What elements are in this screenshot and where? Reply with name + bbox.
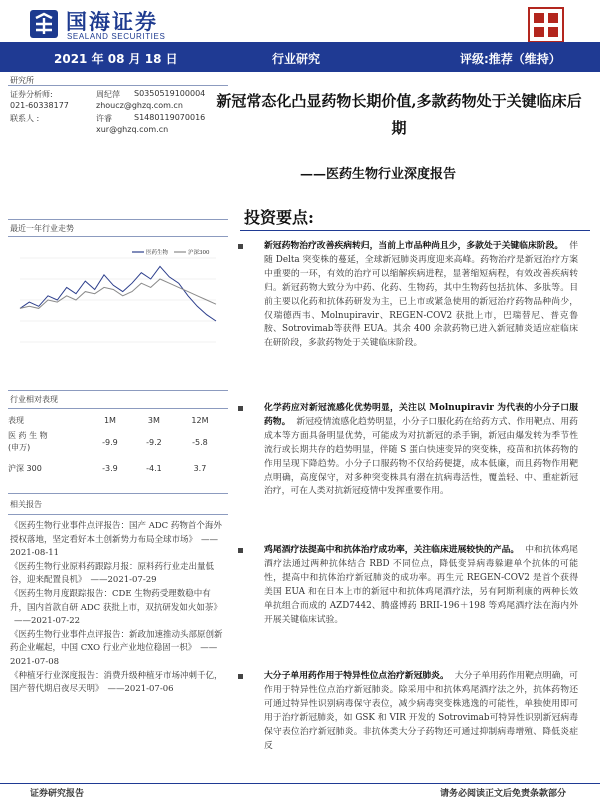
institute-label: 研究所 [10, 76, 34, 85]
seal-stamp-icon [527, 6, 565, 44]
divider [0, 783, 600, 784]
analyst-name: 周纪萍 [96, 90, 120, 99]
key-point-body: 中和抗体鸡尾酒疗法通过两种抗体结合 RBD 不同位点，降低变异病毒躲避单个抗体的可能性，提高中和抗体治疗新冠肺炎的成功率。再生元 REGEN-COV2 是首个获得美国 EUA 和在日本上市的新冠中和抗体鸡尾酒疗法，另有阿斯利康的两种长效单抗组合而成的 AZD7442、腾盛博药 BRII-196＋198 等鸡尾酒疗法在海内外开展关键临床试验。 [264, 545, 578, 625]
report-type: 行业研究 [272, 52, 321, 66]
table-header: 3M [147, 415, 160, 425]
report-subtitle: ——医药生物行业深度报告 [300, 167, 457, 182]
series-line-1 [20, 266, 216, 321]
bullet-icon [238, 674, 243, 679]
table-cell: -3.9 [102, 463, 118, 473]
divider [8, 514, 228, 515]
divider [8, 408, 228, 409]
legend-series1: 医药生物 [146, 250, 169, 256]
table-cell: 沪深 300 [8, 463, 42, 473]
logo-english: SEALAND SECURITIES [67, 32, 166, 41]
analyst-phone: 021-60338177 [10, 101, 69, 110]
table-header: 表现 [8, 415, 24, 425]
chart-legend [132, 248, 210, 256]
key-point-lead: 化学药应对新冠流感化优势明显，关注以 Molnupiravir 为代表的小分子口服药物。 [264, 403, 578, 427]
divider [8, 219, 228, 220]
key-point [238, 544, 578, 627]
analyst-email[interactable]: zhoucz@ghzq.com.cn [96, 101, 183, 110]
key-point [238, 240, 578, 351]
trend-chart [14, 244, 222, 350]
table-cell: 3.7 [193, 463, 207, 473]
table-header: 1M [103, 415, 116, 425]
report-item[interactable]: 《医药生物行业事件点评报告：国产 ADC 药物首个海外授权落地，坚定看好本土创新势力布局全球市场》 ——2021-08-11 [10, 521, 222, 559]
related-label: 相关报告 [10, 500, 42, 509]
key-point-body: 新冠疫情流感化趋势明显，小分子口服化药在给药方式、作用靶点、用药成本等方面具备明显优势，可能成为对抗新冠的杀手锏，新冠由爆发转为季节性流行或长期共存的趋势明显，伴随 S 蛋白快速变异的突变株，疫苗和抗体药物的作用呈现下降趋势。小分子口服药物不仅给药便捷，成本低廉，而且药物作用靶点明确，高度保守，对多种突变株具有潜在抗病毒活性，覆盖轻、中、重症新冠治疗，可在人类对抗新冠疫情中发挥重要作用。 [264, 416, 578, 497]
bullet-icon [238, 548, 243, 553]
perf-label: 行业相对表现 [10, 395, 58, 404]
divider [8, 390, 228, 391]
table-row [8, 429, 224, 455]
report-item[interactable]: 《医药生物行业原料药跟踪月报：原料药行业走出量低谷，迎来配置良机》 ——2021-07-29 [10, 561, 215, 586]
analyst-role: 证券分析师: [10, 90, 53, 99]
divider [8, 236, 228, 237]
performance-table [8, 411, 224, 481]
header-bar [0, 42, 600, 72]
table-cell: -4.1 [146, 463, 162, 473]
key-point [238, 402, 578, 499]
trend-label: 最近一年行业走势 [10, 224, 74, 233]
contact-email[interactable]: xur@ghzq.com.cn [96, 125, 169, 134]
table-cell: -5.8 [192, 437, 208, 447]
related-reports-list [10, 520, 226, 697]
divider [240, 230, 590, 231]
report-item[interactable]: 《医药生物月度跟踪报告：CDE 生物药受理数稳中有升，国内首款自研 ADC 获批上市，双抗研发如火如荼》——2021-07-22 [10, 588, 222, 627]
divider [8, 493, 228, 494]
section-heading: 投资要点: [244, 208, 314, 227]
table-header: 12M [191, 415, 209, 425]
key-point-lead: 大分子单用药作用于特异性位点治疗新冠肺炎。 [264, 671, 449, 681]
contact-cert: S1480119070016 [134, 113, 206, 122]
contact-role: 联系人 : [10, 114, 40, 123]
key-point-lead: 新冠药物治疗改善疾病转归，当前上市品种尚且少，多款处于关键临床阶段。 [264, 241, 564, 251]
report-item[interactable]: 《医药生物行业事件点评报告：新政加速推动头部原创新药企业崛起，中国 CXO 行业产业地位稳固一枳》 ——2021-07-08 [10, 629, 223, 667]
table-row [8, 455, 224, 481]
table-cell: 医 药 生 物 (申万) [8, 431, 48, 452]
key-point-body: 伴随 Delta 突变株的蔓延，全球新冠肺炎再度迎来高峰。药物治疗是新冠治疗方案中重要的一环，有效的治疗可以缩解疾病进程，显著缩短病程，有效改善疾病转归。新冠药物大致分为中药、化药、生物药，其中生物药包括抗体、多肽等。目前主要以化药和抗体药研发为主，已上市或紧急使用的新冠治疗药物品种尚少，仅瑞德西韦、Molnupiravir、REGEN-COV2 获批上市，巴瑞替尼、普克鲁胺、Sotrovimab等获得 EUA。其余 400 余款药物已进入新冠肺炎适应症临床在研阶段，多款药物处于关键临床阶段。 [264, 241, 578, 349]
key-point-lead: 鸡尾酒疗法提高中和抗体治疗成功率，关注临床进展较快的产品。 [264, 545, 520, 555]
report-date: 2021 年 08 月 18 日 [54, 52, 178, 66]
logo-icon [28, 8, 60, 40]
footer-disclaimer[interactable]: 请务必阅读正文后免责条款部分 [440, 789, 567, 799]
logo-text: 国海证券 [66, 10, 158, 34]
bullet-icon [238, 244, 243, 249]
key-point [238, 670, 578, 780]
table-cell: -9.2 [146, 437, 162, 447]
report-item[interactable]: 《种植牙行业深度报告：消费升级种植牙市场冲刺千亿，国产替代期启夜尽天明》 ——2021-07-06 [10, 670, 223, 695]
table-header-row [8, 411, 224, 429]
bullet-icon [238, 406, 243, 411]
report-title: 新冠常态化凸显药物长期价值,多款药物处于关键临床后期 [216, 92, 582, 137]
footer-left: 证券研究报告 [30, 789, 85, 799]
rating-badge: 评级:推荐（维持） [460, 52, 561, 66]
analyst-cert: S0350519100004 [134, 89, 206, 98]
legend-series2: 沪深300 [188, 250, 210, 256]
divider [8, 85, 228, 86]
contact-name: 许睿 [96, 114, 112, 123]
key-point-body: 大分子单用药作用靶点明确，可作用于特异性位点治疗新冠肺炎。除采用中和抗体鸡尾酒疗法之外，抗体药物还可通过特异性识别病毒保守表位，减少病毒突变株逃逸的可能性，单独使用即可用于治疗新冠肺炎，如 GSK 和 VIR 开发的 Sotrovimab可特异性识别新冠病毒保守表位治疗新冠肺炎。非抗体类大分子药物还可通过抑制病毒增殖、降低炎症反 [264, 671, 578, 751]
table-cell: -9.9 [102, 437, 118, 447]
